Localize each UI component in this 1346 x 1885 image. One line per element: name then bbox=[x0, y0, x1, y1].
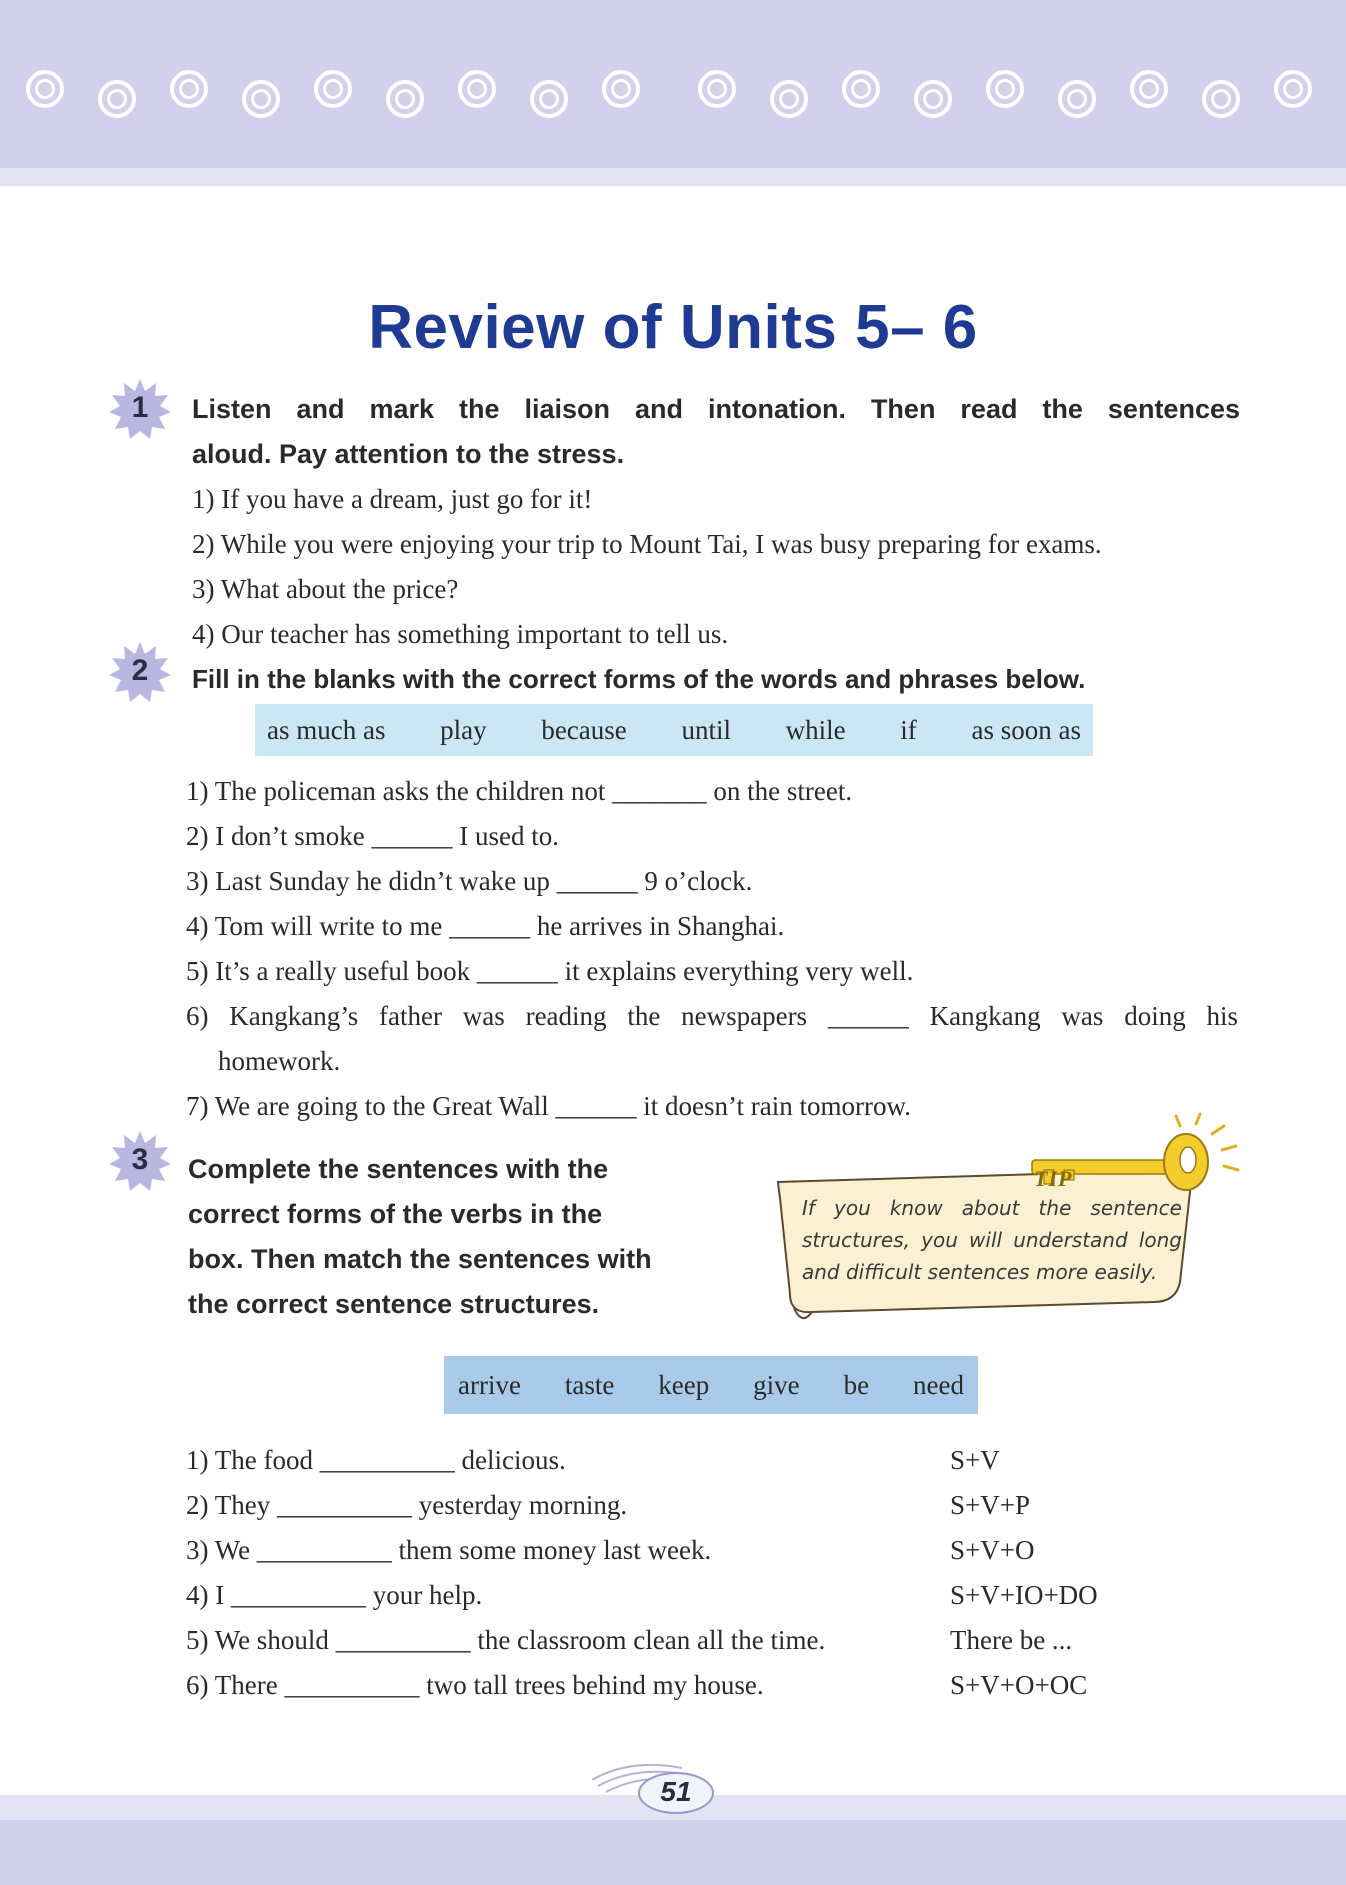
verb-option: arrive bbox=[458, 1369, 521, 1400]
verb-box bbox=[444, 1356, 978, 1414]
ring-icon bbox=[770, 80, 808, 118]
section-3-instruction: box. Then match the sentences with bbox=[188, 1244, 652, 1274]
sentence-structure: There be ... bbox=[950, 1625, 1073, 1655]
ring-icon bbox=[1130, 70, 1168, 108]
exercise-item: 5) We should __________ the classroom clean all the time. bbox=[186, 1625, 826, 1655]
ring-icon bbox=[1058, 80, 1096, 118]
ring-icon bbox=[530, 80, 568, 118]
sentence-structure: S+V bbox=[950, 1445, 1000, 1475]
exercise-item: 6) There __________ two tall trees behind my house. bbox=[186, 1670, 764, 1700]
sentence-structure: S+V+IO+DO bbox=[950, 1580, 1098, 1610]
word-option: until bbox=[681, 714, 731, 745]
ring-icon bbox=[386, 80, 424, 118]
ring-icon bbox=[842, 70, 880, 108]
sentence-structure: S+V+O+OC bbox=[950, 1670, 1088, 1700]
ring-icon bbox=[986, 70, 1024, 108]
sentence-structure: S+V+O bbox=[950, 1535, 1035, 1565]
section-2-instruction: Fill in the blanks with the correct forms of the words and phrases below. bbox=[192, 664, 1086, 694]
word-option: as soon as bbox=[971, 714, 1081, 745]
ring-icon bbox=[1202, 80, 1240, 118]
word-option: while bbox=[785, 714, 846, 745]
word-option: if bbox=[900, 714, 917, 745]
section-3-instruction: correct forms of the verbs in the bbox=[188, 1199, 603, 1229]
verb-option: keep bbox=[658, 1369, 710, 1400]
exercise-item: 1) The policeman asks the children not _______ on the street. bbox=[186, 776, 853, 806]
verb-option: give bbox=[753, 1369, 800, 1400]
list-item: 2) While you were enjoying your trip to Mount Tai, I was busy preparing for exams. bbox=[192, 529, 1102, 559]
section-number: 1 bbox=[131, 391, 149, 424]
ring-icon bbox=[170, 70, 208, 108]
tip-note bbox=[772, 1112, 1246, 1322]
section-1-badge bbox=[108, 377, 172, 441]
section-number: 3 bbox=[131, 1143, 149, 1176]
ring-icon bbox=[314, 70, 352, 108]
section-1-instruction: Listen and mark the liaison and intonation. Then read the sentences bbox=[192, 394, 1240, 424]
ring-icon bbox=[458, 70, 496, 108]
verb-option: taste bbox=[564, 1369, 615, 1400]
page-title: Review of Units 5– 6 bbox=[368, 293, 978, 362]
ring-icon bbox=[698, 70, 736, 108]
exercise-item-cont: homework. bbox=[218, 1046, 341, 1076]
exercise-item: 2) They __________ yesterday morning. bbox=[186, 1490, 628, 1520]
word-option: as much as bbox=[267, 714, 386, 745]
list-item: 3) What about the price? bbox=[192, 574, 459, 604]
exercise-item: 3) We __________ them some money last week. bbox=[186, 1535, 712, 1565]
exercise-item: 2) I don’t smoke ______ I used to. bbox=[186, 821, 559, 851]
exercise-item: 1) The food __________ delicious. bbox=[186, 1445, 566, 1475]
exercise-item: 3) Last Sunday he didn’t wake up ______ 9 o’clock. bbox=[186, 866, 753, 896]
word-option: play bbox=[440, 714, 487, 745]
section-1-instruction-cont: aloud. Pay attention to the stress. bbox=[192, 439, 625, 469]
page-number: 51 bbox=[660, 1776, 692, 1807]
ring-icon bbox=[602, 70, 640, 108]
ring-icon bbox=[1274, 70, 1312, 108]
decorative-ring-row bbox=[0, 0, 1346, 168]
sentence-structure: S+V+P bbox=[950, 1490, 1030, 1520]
exercise-item: 4) I __________ your help. bbox=[186, 1580, 483, 1610]
exercise-item: 7) We are going to the Great Wall ______ it doesn’t rain tomorrow. bbox=[186, 1091, 911, 1121]
list-item: 4) Our teacher has something important to tell us. bbox=[192, 619, 729, 649]
header-band-edge bbox=[0, 168, 1346, 186]
word-option: because bbox=[541, 714, 627, 745]
section-2-badge bbox=[108, 640, 172, 704]
exercise-item: 5) It’s a really useful book ______ it explains everything very well. bbox=[186, 956, 914, 986]
section-3-badge bbox=[108, 1129, 172, 1193]
ring-icon bbox=[26, 70, 64, 108]
ring-icon bbox=[242, 80, 280, 118]
ring-icon bbox=[914, 80, 952, 118]
footer-band bbox=[0, 1820, 1346, 1885]
exercise-item: 4) Tom will write to me ______ he arrives in Shanghai. bbox=[186, 911, 785, 941]
page-number-badge bbox=[590, 1756, 730, 1826]
tip-text: If you know about the sentence structures, you will understand long and difficult sentences more easily. bbox=[802, 1196, 1182, 1284]
verb-option: be bbox=[843, 1369, 870, 1400]
list-item: 1) If you have a dream, just go for it! bbox=[192, 484, 593, 514]
exercise-item: 6) Kangkang’s father was reading the newspapers ______ Kangkang was doing his bbox=[186, 1001, 1238, 1031]
verb-option: need bbox=[913, 1369, 964, 1400]
section-number: 2 bbox=[131, 654, 149, 687]
section-3-instruction: the correct sentence structures. bbox=[188, 1289, 600, 1319]
section-3-instruction: Complete the sentences with the bbox=[188, 1154, 609, 1184]
word-box bbox=[255, 704, 1093, 756]
tip-label: TIP bbox=[1034, 1166, 1073, 1191]
ring-icon bbox=[98, 80, 136, 118]
